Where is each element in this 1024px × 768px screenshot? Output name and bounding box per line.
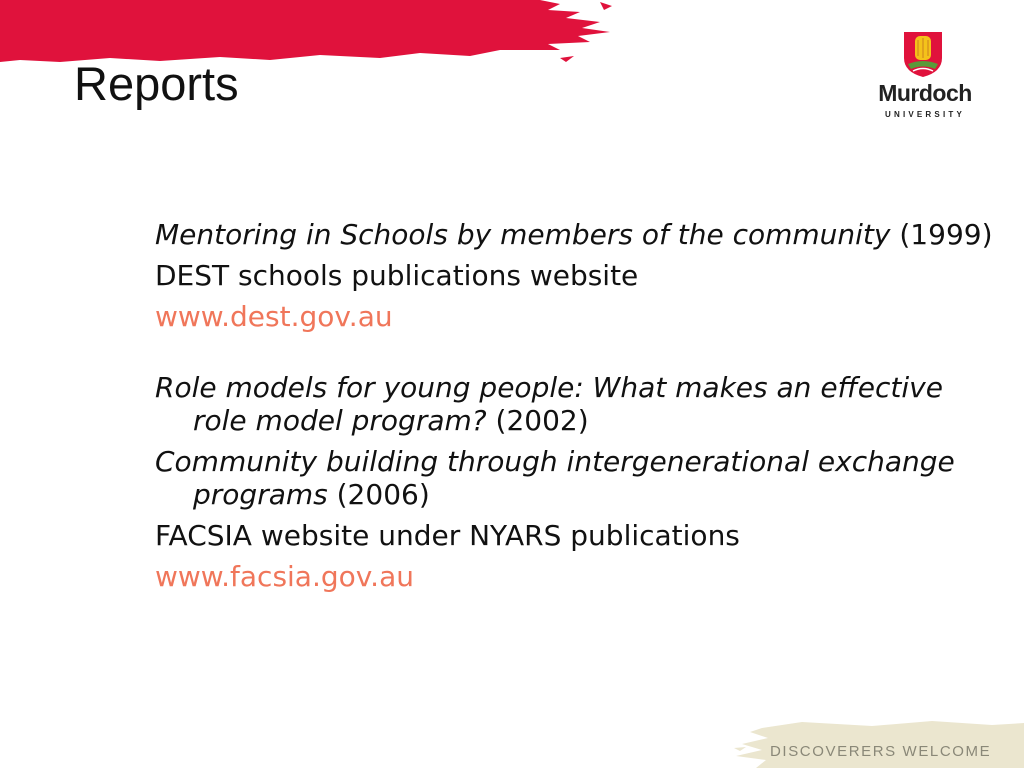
dest-website-link[interactable]: www.dest.gov.au	[155, 300, 393, 333]
murdoch-university-logo	[862, 28, 988, 128]
logo-subtitle: UNIVERSITY	[884, 110, 965, 119]
report-year: (2002)	[486, 404, 589, 437]
dest-website-text: DEST schools publications website	[155, 259, 639, 292]
report-community-building	[155, 445, 995, 511]
report-year: (2006)	[327, 478, 430, 511]
report-title: Community building through intergenerational exchange programs	[155, 445, 955, 511]
logo-wordmark: Murdoch	[878, 80, 972, 106]
report-mentoring	[155, 218, 995, 251]
report-title: Mentoring in Schools by members of the community	[155, 218, 891, 251]
report-year: (1999)	[890, 218, 993, 251]
reports-list	[155, 218, 995, 601]
report-role-models	[155, 371, 995, 437]
spacer	[155, 341, 995, 371]
discoverers-welcome-tagline: DISCOVERERS WELCOME	[770, 743, 992, 760]
shield-crest-icon	[902, 30, 944, 78]
facsia-website-link[interactable]: www.facsia.gov.au	[155, 560, 414, 593]
slide-title: Reports	[74, 57, 239, 110]
report-title: Role models for young people: What makes an effective role model program?	[155, 371, 943, 437]
facsia-website-text: FACSIA website under NYARS publications	[155, 519, 740, 552]
